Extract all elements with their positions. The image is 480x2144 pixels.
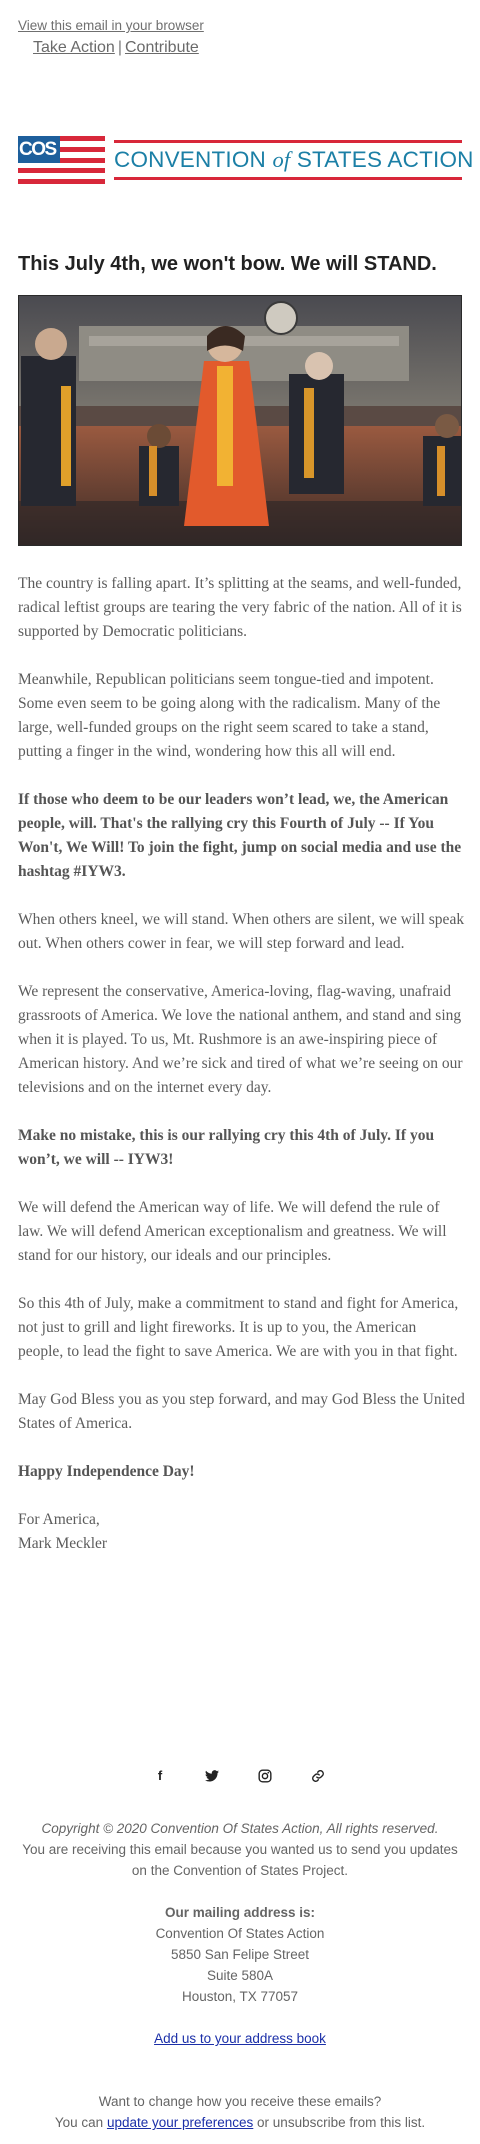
mailing-address-label: Our mailing address is: xyxy=(164,1905,316,1920)
flag-icon xyxy=(18,136,105,184)
logo-wordmark: CONVENTION of STATES ACTION xyxy=(114,140,462,180)
signature-block xyxy=(18,1508,465,1556)
view-in-browser-link[interactable]: View this email in your browser xyxy=(18,18,204,33)
closing-line: Happy Independence Day! xyxy=(18,1463,195,1480)
cos-action-logo[interactable] xyxy=(18,136,474,184)
link-icon[interactable] xyxy=(308,1766,328,1786)
body-paragraph: Meanwhile, Republican politicians seem tongue-tied and impotent. Some even seem to be going along with the radicalism. Many of the large, well-funded groups on the right seem scared to take a stand, putting a finger in the wind, wondering how this all will end. xyxy=(18,671,441,760)
instagram-icon[interactable] xyxy=(255,1766,275,1786)
facebook-icon[interactable]: f xyxy=(157,1768,163,1783)
contribute-link[interactable]: Contribute xyxy=(124,39,199,56)
email-body xyxy=(18,572,465,1580)
body-paragraph: May God Bless you as you step forward, and may God Bless the United States of America. xyxy=(18,1391,465,1432)
kneeling-politicians-photo xyxy=(18,295,462,546)
take-action-link[interactable]: Take Action xyxy=(33,39,115,56)
copyright-text: Copyright © 2020 Convention Of States Action, All rights reserved. xyxy=(41,1821,439,1836)
address-line: Suite 580A xyxy=(206,1968,274,1983)
top-links xyxy=(33,39,199,57)
address-line: Houston, TX 77057 xyxy=(181,1989,299,2004)
subscription-reason: You are receiving this email because you wanted us to send you updates on the Convention of States Project. xyxy=(22,1842,458,1878)
preferences-line: You can update your preferences or unsubscribe from this list. xyxy=(54,2115,426,2130)
top-links-separator: | xyxy=(117,39,122,56)
update-preferences-link[interactable]: update your preferences xyxy=(106,2115,254,2130)
social-links xyxy=(0,1766,480,1786)
body-paragraph: We will defend the American way of life. We will defend the rule of law. We will defend American exceptionalism and greatness. We will stand for our history, our ideals and our principles. xyxy=(18,1199,447,1264)
body-paragraph: When others kneel, we will stand. When others are silent, we will speak out. When others cower in fear, we will step forward and lead. xyxy=(18,911,465,952)
email-headline: This July 4th, we won't bow. We will STAND. xyxy=(18,253,437,275)
add-to-address-book-link[interactable]: Add us to your address book xyxy=(154,2031,326,2046)
signature-name: Mark Meckler xyxy=(18,1535,108,1552)
sign-off: For America, xyxy=(18,1511,100,1528)
change-preferences-prompt: Want to change how you receive these emails? xyxy=(98,2094,382,2109)
flag-cos-text: COS xyxy=(18,136,60,163)
email-footer xyxy=(20,1818,460,2133)
body-paragraph: We represent the conservative, America-loving, flag-waving, unafraid grassroots of America. We love the national anthem, and stand and sing when it is played. To us, Mt. Rushmore is an awe-inspiring piece of American history. And we’re sick and tired of what we’re seeing on our televisions and on the internet every day. xyxy=(18,983,463,1096)
twitter-icon[interactable] xyxy=(202,1766,222,1786)
body-paragraph: The country is falling apart. It’s splitting at the seams, and well-funded, radical leftist groups are tearing the very fabric of the nation. All of it is supported by Democratic politicians. xyxy=(18,575,462,640)
body-paragraph-bold: If those who deem to be our leaders won’t lead, we, the American people, will. That's the rallying cry this Fourth of July -- If You Won't, We Will! To join the fight, jump on social media and use the hashtag #IYW3. xyxy=(18,791,462,880)
address-line: Convention Of States Action xyxy=(155,1926,325,1941)
body-paragraph-bold: Make no mistake, this is our rallying cry this 4th of July. If you won’t, we will -- IYW3! xyxy=(18,1127,435,1168)
address-line: 5850 San Felipe Street xyxy=(170,1947,310,1962)
body-paragraph: So this 4th of July, make a commitment to stand and fight for America, not just to grill and light fireworks. It is up to you, the American people, to lead the fight to save America. We are with you in that fight. xyxy=(18,1295,459,1360)
